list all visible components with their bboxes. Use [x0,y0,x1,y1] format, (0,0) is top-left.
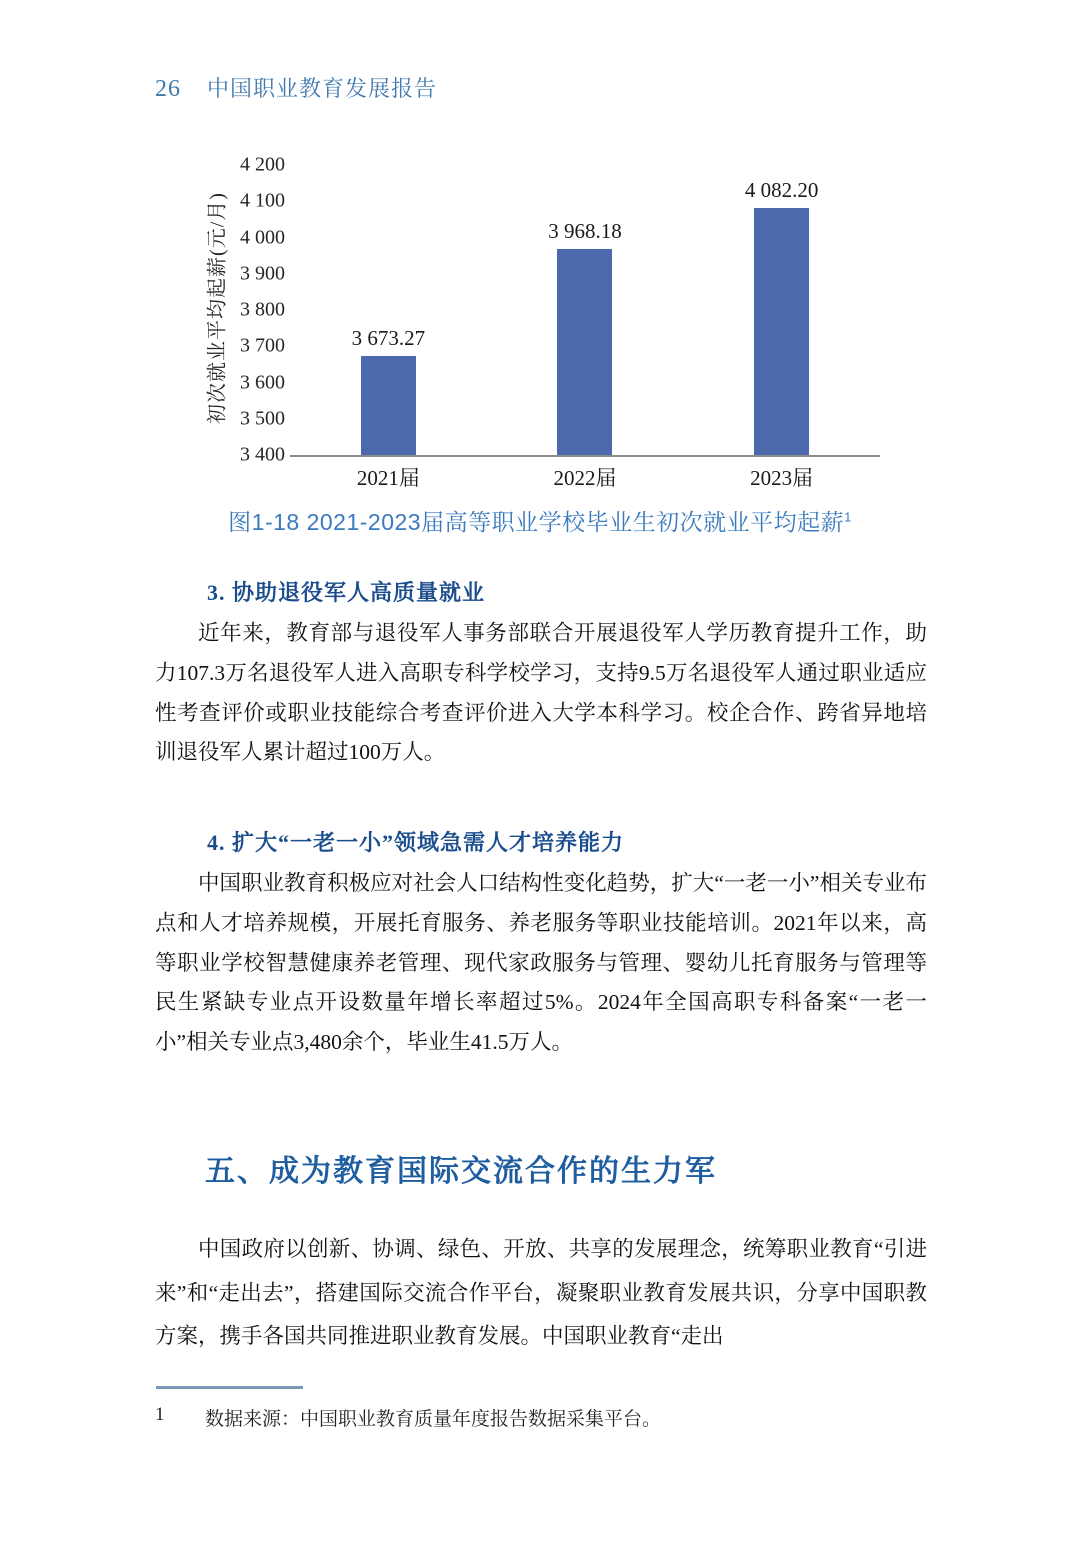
y-tick-label: 3 400 [240,443,285,466]
page-header-title: 中国职业教育发展报告 [207,76,438,101]
footnote-text: 数据来源：中国职业教育质量年度报告数据采集平台。 [205,1409,662,1430]
figure-caption [155,504,925,537]
y-tick-label: 3 900 [240,262,285,285]
bar-value-label: 3 968.18 [548,219,622,244]
y-tick-label: 3 500 [240,407,285,430]
bar-group [684,165,879,455]
x-axis-label: 2021届 [356,466,420,490]
bar-group [488,165,683,455]
section-4-paragraph: 中国职业教育积极应对社会人口结构性变化趋势，扩大“一老一小”相关专业布点和人才培养规模，开展托育服务、养老服务等职业技能培训。2021年以来，高等职业学校智慧健康养老管理、现代家政服务与管理、婴幼儿托育服务与管理等民生紧缺专业点开设数量年增长率超过5%。2024年全国高职专科备案“一老一小”相关专业点3,480余个，毕业生41.5万人。 [155,871,927,1055]
bar-value-label: 3 673.27 [351,325,426,350]
bar [361,356,416,455]
chapter-heading: 五、成为教育国际交流合作的生力军 [205,1155,717,1188]
bar [754,208,809,455]
footnote-divider [156,1386,303,1389]
y-axis-ticks [195,153,285,466]
chapter-paragraph: 中国政府以创新、协调、绿色、开放、共享的发展理念，统筹职业教育“引进来”和“走出去”，搭建国际交流合作平台，凝聚职业教育发展共识，分享中国职教方案，携手各国共同推进职业教育发展。中国职业教育“走出 [155,1237,927,1348]
plot-area [290,165,880,457]
y-tick-label: 4 100 [240,189,285,212]
footnote-reference: 1 [844,509,852,525]
bar-group [291,165,486,455]
figure-caption-text: 图1-18 2021-2023届高等职业学校毕业生初次就业平均起薪 [228,509,845,535]
bar [557,249,612,455]
y-tick-label: 3 700 [240,334,285,357]
page-number: 26 [155,76,181,102]
y-tick-label: 3 600 [240,371,285,393]
x-axis-labels [290,462,880,492]
section-4-heading: 4. 扩大“一老一小”领域急需人才培养能力 [207,830,625,855]
page-header [155,72,437,103]
y-tick-label: 4 000 [240,226,285,248]
bar-chart [195,150,895,500]
section-3-paragraph: 近年来，教育部与退役军人事务部联合开展退役军人学历教育提升工作，助力107.3万名退役军人进入高职专科学校学习，支持9.5万名退役军人通过职业适应性考查评价或职业技能综合考查评价进入大学本科学习。校企合作、跨省异地培训退役军人累计超过100万人。 [155,621,927,765]
footnote-marker: 1 [155,1404,165,1425]
x-axis-label: 2022届 [553,466,617,490]
y-axis-title: 初次就业平均起薪(元/月) [206,192,229,424]
y-tick-label: 3 800 [240,298,285,321]
bar-value-label: 4 082.20 [744,177,819,202]
section-3-heading: 3. 协助退役军人高质量就业 [207,580,486,605]
footnote [155,1404,927,1431]
y-tick-label: 4 200 [240,153,285,176]
x-axis-label: 2023届 [750,466,814,490]
